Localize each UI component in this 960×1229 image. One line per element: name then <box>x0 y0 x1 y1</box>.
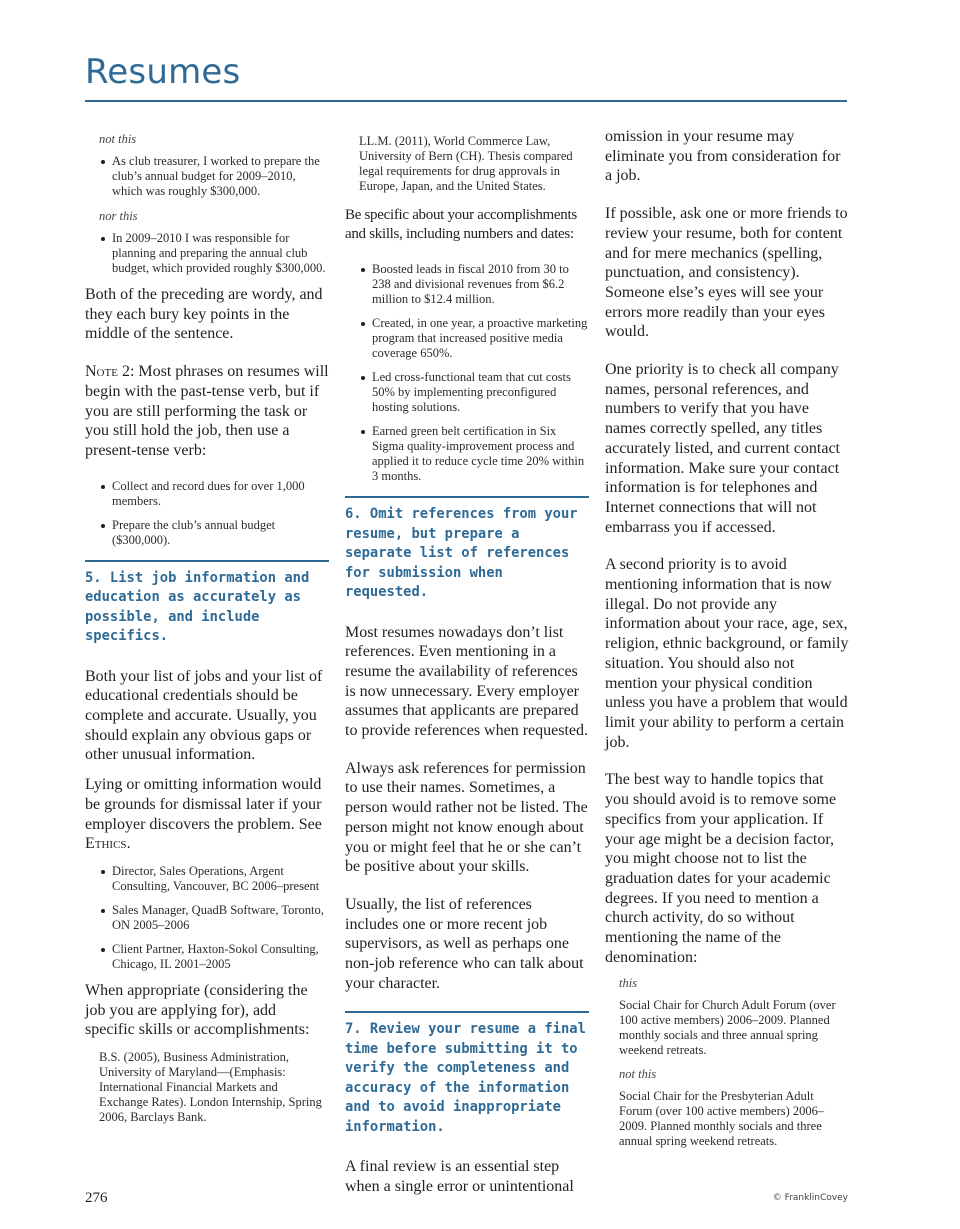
page-title: Resumes <box>85 52 241 92</box>
note-label: Note <box>85 363 118 381</box>
list-item: Sales Manager, QuadB Software, Toronto, ON 2005–2006 <box>112 903 329 933</box>
lying-text: Lying or omitting information would be grounds for dismissal later if your employer discovers the problem. See <box>85 776 322 833</box>
page-number: 276 <box>85 1190 108 1206</box>
list-item: Collect and record dues for over 1,000 members. <box>112 479 329 509</box>
paragraph-when-appropriate: When appropriate (considering the job you are applying for), add specific skills or accomplishments: <box>85 981 310 1039</box>
list-item: Led cross-functional team that cut costs 50% by implementing preconfigured hosting solutions. <box>372 370 589 415</box>
list-item: Boosted leads in fiscal 2010 from 30 to 238 and divisional revenues from $6.2 million to $12.4 million. <box>372 262 589 307</box>
column-1 <box>85 127 329 1125</box>
paragraph-omission: omission in your resume may eliminate you from consideration for a job. <box>605 128 841 185</box>
label-not-this: not this <box>619 1067 657 1082</box>
note-text: 2: Most phrases on resumes will begin with the past-tense verb, but if you are still performing the task or you still hold the job, then use a present-tense verb: <box>85 363 329 459</box>
paragraph-both-lists: Both your list of jobs and your list of educational credentials should be complete and accurate. Usually, you should explain any obvious gaps or other unusual information. <box>85 667 323 764</box>
column-2 <box>345 127 589 1215</box>
example-education: B.S. (2005), Business Administration, University of Maryland—(Emphasis: International Financial Markets and Exchange Rates). London Internship, Spring 2006, Barclays Bank. <box>99 1050 322 1125</box>
paragraph-note-2 <box>85 362 329 461</box>
bullet-list-example-a <box>85 154 329 199</box>
list-item: Director, Sales Operations, Argent Consulting, Vancouver, BC 2006–present <box>112 864 329 894</box>
example-llm: LL.M. (2011), World Commerce Law, University of Bern (CH). Thesis compared legal requirements for drug approvals in Europe, Japan, and the United States. <box>359 134 573 193</box>
list-item: Created, in one year, a proactive marketing program that increased positive media coverage 650%. <box>372 316 588 360</box>
paragraph-priority-1: One priority is to check all company names, personal references, and numbers to verify that you have names correctly spelled, any titles accurately listed, and current contact information. Make sure your contact information is for telephones and Internet connections that will not embarrass you if accessed. <box>605 361 840 536</box>
section-heading-5: 5. List job information and education as accurately as possible, and include specifics. <box>85 560 329 647</box>
list-item: Earned green belt certification in Six Sigma quality-improvement process and applied it to reduce cycle time 20% within 3 months. <box>372 424 589 484</box>
list-item: In 2009–2010 I was responsible for planning and preparing the annual club budget, which provided roughly $300,000. <box>112 231 329 276</box>
list-item: As club treasurer, I worked to prepare the club’s annual budget for 2009–2010, which was roughly $300,000. <box>112 154 329 199</box>
bullet-list-accomplishments <box>345 262 589 484</box>
paragraph-final-review: A final review is an essential step when a single error or unintentional <box>345 1158 574 1196</box>
paragraph-ask-friends: If possible, ask one or more friends to review your resume, both for content and for mere mechanics (spelling, punctuation, and consistency). Someone else’s eyes will see your errors more readily than your eyes would. <box>605 205 848 341</box>
ethics-cross-reference: Ethics <box>85 835 127 853</box>
bullet-list-example-b <box>85 231 329 276</box>
paragraph-best-way: The best way to handle topics that you should avoid is to remove some specifics from your application. If your age might be a decision factor, you might choose not to list the graduation dates for your academic degrees. If you need to mention a church activity, do so without mentioning the name of the denomination: <box>605 771 837 966</box>
bullet-list-jobs <box>85 864 329 972</box>
ethics-period: . <box>126 835 131 853</box>
paragraph-usually: Usually, the list of references includes one or more recent job supervisors, as well as perhaps one non-job reference who can talk about your character. <box>345 895 584 992</box>
bullet-list-present-tense <box>85 479 329 548</box>
paragraph-wordy: Both of the preceding are wordy, and they each bury key points in the middle of the sentence. <box>85 286 323 343</box>
section-heading-6: 6. Omit references from your resume, but prepare a separate list of references for submission when requested. <box>345 496 589 603</box>
label-not-this: not this <box>99 132 137 146</box>
copyright: © FranklinCovey <box>772 1193 848 1203</box>
title-divider <box>85 100 847 102</box>
paragraph-lying <box>85 775 329 854</box>
paragraph-be-specific: Be specific about your accomplishments and skills, including numbers and dates: <box>345 207 577 242</box>
column-3 <box>605 127 849 1149</box>
example-not-this: Social Chair for the Presbyterian Adult Forum (over 100 active members) 2006–2009. Planned monthly socials and three annual spring weekend retreats. <box>619 1089 825 1149</box>
paragraph-ask-permission: Always ask references for permission to use their names. Sometimes, a person would rather not be listed. The person might not know enough about you or might feel that he or she can’t be positive about your skills. <box>345 759 588 876</box>
paragraph-references: Most resumes nowadays don’t list references. Even mentioning in a resume the availability of references is now unnecessary. Every employer assumes that applicants are prepared to provide references when requested. <box>345 623 588 740</box>
list-item: Client Partner, Haxton-Sokol Consulting, Chicago, IL 2001–2005 <box>112 942 329 972</box>
section-heading-7: 7. Review your resume a final time before submitting it to verify the completeness and accuracy of the information and to avoid inappropriate information. <box>345 1011 589 1137</box>
example-this: Social Chair for Church Adult Forum (over 100 active members) 2006–2009. Planned monthly socials and three annual spring weekend retreats. <box>619 998 836 1058</box>
label-this: this <box>619 976 638 991</box>
paragraph-priority-2: A second priority is to avoid mentioning information that is now illegal. Do not provide any information about your race, age, sex, religion, ethnic background, or family situation. You should also not mention your physical condition unless you have a problem that would limit your ability to perform a certain job. <box>605 556 849 751</box>
label-nor-this: nor this <box>99 209 138 223</box>
list-item: Prepare the club’s annual budget ($300,000). <box>112 518 329 548</box>
